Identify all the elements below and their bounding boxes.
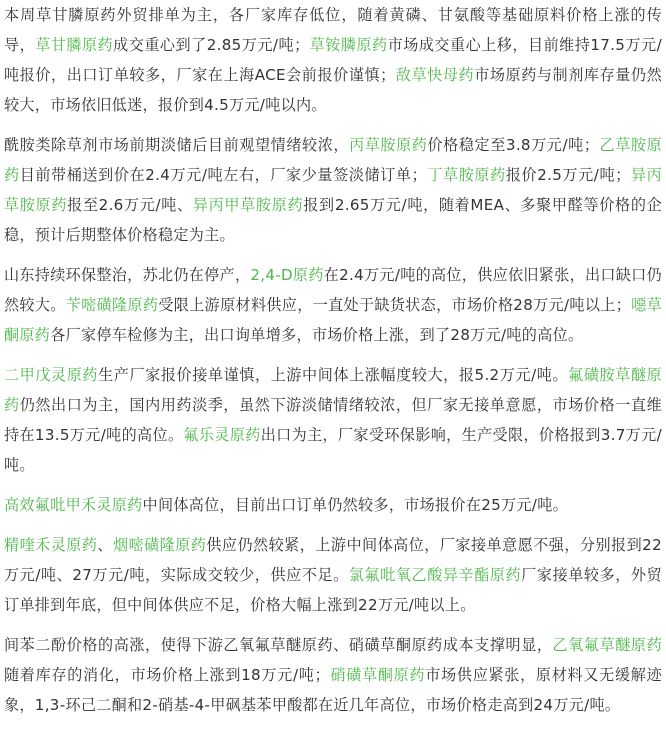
paragraph-text: 各厂家停车检修为主，出口询单增多，市场价格上涨，到了28万元/吨的高位。	[50, 326, 584, 344]
highlighted-product-name: 乙氧氟草醚原药	[552, 636, 662, 654]
paragraph-text: 厂家接单较多，外贸订单排到年底，但中间体供应不足，价格大幅上涨到22万元/吨以上。	[4, 566, 662, 614]
paragraph-text: 本周草甘膦原药外贸排单为主，各厂家库存低位，随着黄磷、甘氨酸等基础原料价格上涨的传导，	[4, 6, 662, 54]
article-paragraph	[4, 260, 662, 350]
highlighted-product-name: 丙草胺原药	[349, 136, 428, 154]
highlighted-product-name: 丁草胺原药	[427, 166, 506, 184]
highlighted-product-name: 噁草酮原药	[4, 296, 662, 344]
paragraph-text: 供应仍然较紧，上游中间体高位，厂家接单意愿不强，分别报到22万元/吨、27万元/吨，实际成交较少，供应不足。	[4, 536, 662, 584]
paragraph-text: 受限上游原材料供应，一直处于缺货状态，市场价格28万元/吨以上；	[158, 296, 632, 314]
highlighted-product-name: 草甘膦原药	[35, 36, 114, 54]
highlighted-product-name: 草铵膦原药	[309, 36, 388, 54]
paragraph-text: 仍然出口为主，国内用药淡季，虽然下游淡储情绪较浓，但厂家无接单意愿，市场价格一直维持在13.5万元/吨的高位。	[4, 396, 662, 444]
paragraph-text: 、	[97, 536, 113, 554]
highlighted-product-name: 硝磺草酮原药	[329, 666, 426, 684]
article-paragraph	[4, 530, 662, 620]
paragraph-text: 报价2.5万元/吨；	[505, 166, 631, 184]
paragraph-text: 随着库存的消化，市场价格上涨到18万元/吨；	[4, 666, 330, 684]
highlighted-product-name: 精喹禾灵原药	[4, 536, 98, 554]
paragraph-text: 酰胺类除草剂市场前期淡储后目前观望情绪较浓，	[4, 136, 350, 154]
paragraph-text: 市场成交重心上移，目前维持17.5万元/吨报价，出口订单较多，厂家在上海ACE会前报价谨慎；	[4, 36, 662, 84]
highlighted-product-name: 敌草快母药	[395, 66, 475, 84]
paragraph-text: 报至2.6万元/吨、	[67, 196, 193, 214]
paragraph-text: 市场原药与制剂库存量仍然较大，市场依旧低迷，报价到4.5万元/吨以内。	[4, 66, 662, 114]
highlighted-product-name: 苄嘧磺隆原药	[65, 296, 159, 314]
article-paragraph	[4, 360, 662, 480]
highlighted-product-name: 异丙甲草胺原药	[192, 196, 304, 214]
article-paragraph	[4, 130, 662, 250]
article-paragraph	[4, 630, 662, 720]
highlighted-product-name: 二甲戊灵原药	[4, 366, 99, 384]
paragraph-text: 出口为主，厂家受环保影响，生产受限，价格报到3.7万元/吨。	[4, 426, 662, 474]
highlighted-product-name: 氯氟吡氧乙酸异辛酯原药	[348, 566, 522, 584]
paragraph-text: 山东持续环保整治，苏北仍在停产，	[4, 266, 251, 284]
paragraph-text: 成交重心到了2.85万元/吨；	[113, 36, 310, 54]
highlighted-product-name: 异丙草胺原药	[4, 166, 662, 214]
highlighted-product-name: 高效氟吡甲禾灵原药	[4, 496, 143, 514]
article-paragraph	[4, 490, 662, 520]
paragraph-text: 目前带桶送到价在2.4万元/吨左右，厂家少量签淡储订单；	[19, 166, 428, 184]
paragraph-text: 市场供应紧张，原材料又无缓解迹象，1,3-环己二酮和2-硝基-4-甲砜基苯甲酸都在近几年高位，市场价格走高到24万元/吨。	[4, 666, 662, 714]
highlighted-product-name: 2,4-D原药	[250, 266, 324, 284]
paragraph-text: 报到2.65万元/吨，随着MEA、多聚甲醛等价格的企稳，预计后期整体价格稳定为主。	[4, 196, 662, 244]
paragraph-text: 生产厂家报价接单谨慎，上游中间体上涨幅度较大，报5.2万元/吨。	[98, 366, 569, 384]
article-paragraph	[4, 0, 662, 120]
paragraph-text: 在2.4万元/吨的高位，供应依旧紧张，出口缺口仍然较大。	[4, 266, 662, 314]
highlighted-product-name: 氟磺胺草醚原药	[4, 366, 662, 414]
highlighted-product-name: 烟嘧磺隆原药	[112, 536, 207, 554]
highlighted-product-name: 乙草胺原药	[4, 136, 662, 184]
paragraph-text: 间苯二酚价格的高涨，使得下游乙氧氟草醚原药、硝磺草酮原药成本支撑明显，	[4, 636, 553, 654]
highlighted-product-name: 氟乐灵原药	[183, 426, 261, 444]
paragraph-text: 中间体高位，目前出口订单仍然较多，市场报价在25万元/吨。	[142, 496, 568, 514]
paragraph-text: 价格稳定至3.8万元/吨；	[427, 136, 600, 154]
